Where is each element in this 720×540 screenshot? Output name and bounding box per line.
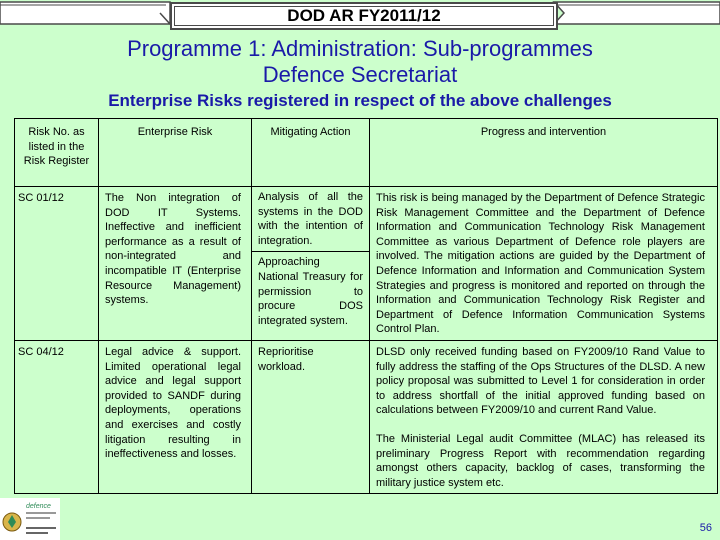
progress-cell xyxy=(370,340,718,493)
mitigating-action: Approaching National Treasury for permission to procure DOS integrated system. xyxy=(252,251,369,333)
risk-number: SC 04/12 xyxy=(15,340,99,493)
banner-title: DOD AR FY2011/12 xyxy=(170,2,558,30)
table-row xyxy=(15,187,718,341)
column-header-progress: Progress and intervention xyxy=(370,119,718,187)
mitigating-action: Analysis of all the systems in the DOD with the intention of integration. xyxy=(258,191,363,247)
column-header-mitigating-action: Mitigating Action xyxy=(252,119,370,187)
mitigating-action-cell xyxy=(252,187,370,341)
risk-description: Legal advice & support. Limited operational legal advice and legal support provided to SANDF during deployments, operations and exercises and costly litigation resulting in ineffectiveness and losses. xyxy=(99,340,252,493)
risk-number: SC 01/12 xyxy=(15,187,99,341)
progress-text: This risk is being managed by the Department of Defence Strategic Risk Management Committee and the Department of Defence Information and Communication Technology Risk Management Committee as various Department of Defence role players are involved. The mitigation actions are guided by the Department of Defence Information and Information and Communication System Strategies and progress is monitored and reported on through the Information and Communication Technology Risk Register and Department of Defence Information Communication Systems Control Plan. xyxy=(376,192,705,336)
risk-table xyxy=(14,118,718,494)
page-title-line2: Defence Secretariat xyxy=(262,62,458,87)
logo-wordmark: defence xyxy=(26,503,51,510)
progress-cell xyxy=(370,187,718,341)
page-number: 56 xyxy=(699,522,712,534)
mitigating-action: Reprioritise workload. xyxy=(252,340,370,493)
column-header-enterprise-risk: Enterprise Risk xyxy=(99,119,252,187)
page-title: Programme 1: Administration: Sub-programmes xyxy=(127,36,593,61)
risk-description: The Non integration of DOD IT Systems. Ineffective and inefficient performance as a result of non-integrated and incompatible IT (Enterprise Resource Management) systems. xyxy=(99,187,252,341)
table-header-row xyxy=(15,119,718,187)
table-row xyxy=(15,340,718,493)
column-header-risk-no: Risk No. as listed in the Risk Register xyxy=(15,119,99,187)
defence-logo xyxy=(0,498,60,540)
progress-text: The Ministerial Legal audit Committee (MLAC) has released its preliminary Progress Report with recommendation regarding amongst others capacity, backlog of cases, transforming the military justice system etc. xyxy=(376,432,705,489)
progress-text: DLSD only received funding based on FY2009/10 Rand Value to fully address the staffing of the Ops Structures of the DLSD. A new policy proposal was submitted to Level 1 for consideration in order to address shortfall of the initial approved funding based on calculations between FY2009/10 and current Rand Value. xyxy=(376,345,705,417)
page-subtitle: Enterprise Risks registered in respect of the above challenges xyxy=(108,91,612,110)
